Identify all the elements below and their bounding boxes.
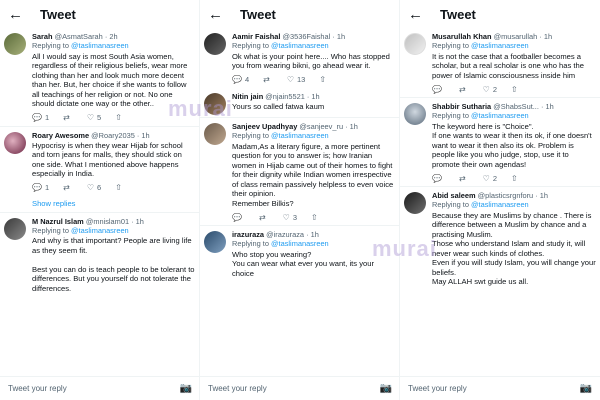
tweet-actions — [232, 210, 395, 224]
heart-icon: ♡ — [86, 183, 95, 192]
timestamp: · 1h — [535, 191, 548, 200]
avatar[interactable] — [4, 33, 26, 55]
share-icon: ⇧ — [511, 84, 518, 94]
author-handle[interactable]: @musarullah — [493, 32, 538, 41]
reply-button[interactable] — [232, 213, 245, 222]
avatar[interactable] — [4, 218, 26, 240]
replying-to: Replying to @taslimanasreen — [432, 200, 529, 209]
share-button[interactable] — [311, 213, 321, 222]
avatar[interactable] — [204, 93, 226, 115]
tweet-actions — [32, 111, 195, 125]
retweet-button[interactable] — [63, 113, 73, 122]
reply-input[interactable]: Tweet your reply — [208, 384, 267, 393]
retweet-button[interactable] — [259, 213, 269, 222]
avatar[interactable] — [404, 192, 426, 214]
author-handle[interactable]: @AsmatSarah — [54, 32, 103, 41]
camera-icon[interactable]: 📷 — [579, 383, 592, 394]
reply-tweet[interactable] — [400, 28, 600, 98]
reply-to-handle[interactable]: @taslimanasreen — [271, 131, 329, 140]
back-arrow-icon[interactable]: ← — [8, 5, 23, 23]
reply-tweet[interactable] — [0, 213, 199, 294]
watermark: murai — [168, 96, 233, 121]
reply-to-handle[interactable]: @taslimanasreen — [71, 41, 129, 50]
reply-button[interactable] — [432, 85, 445, 94]
share-icon: ⇧ — [115, 183, 122, 192]
reply-icon: 💬 — [232, 75, 242, 84]
like-button[interactable]: ♡ 5 — [86, 113, 102, 122]
timestamp: · 1h — [136, 130, 150, 140]
retweet-icon: ⇄ — [458, 84, 466, 94]
reply-to-handle[interactable]: @taslimanasreen — [271, 239, 329, 248]
share-button[interactable] — [115, 183, 125, 192]
author-name[interactable]: irazuraza — [232, 230, 265, 239]
tweet-text: Who stop you wearing? You can wear what ever you want, its your choice — [232, 249, 374, 278]
reply-tweet[interactable] — [200, 28, 399, 88]
reply-button[interactable]: 💬 1 — [32, 183, 50, 192]
reply-composer[interactable] — [400, 376, 600, 400]
page-title: Tweet — [40, 6, 76, 22]
heart-icon: ♡ — [286, 75, 295, 84]
retweet-button[interactable] — [63, 183, 73, 192]
share-icon: ⇧ — [511, 173, 518, 183]
author-handle[interactable]: @plasticsrgnforu — [477, 191, 534, 200]
like-button[interactable]: ♡ 13 — [286, 75, 306, 84]
reply-icon: 💬 — [432, 173, 442, 183]
top-bar — [400, 0, 600, 28]
share-button[interactable] — [319, 75, 329, 84]
author-name[interactable]: M Nazrul Islam — [32, 216, 84, 226]
replying-to: Replying to @taslimanasreen — [32, 41, 129, 50]
tweet-panel — [0, 0, 200, 400]
replying-to: Replying to @taslimanasreen — [232, 131, 329, 140]
share-icon: ⇧ — [319, 75, 327, 84]
author-name[interactable]: Musarullah Khan — [432, 32, 492, 41]
reply-to-handle[interactable]: @taslimanasreen — [271, 41, 329, 50]
avatar[interactable] — [204, 123, 226, 145]
top-bar — [0, 0, 199, 28]
share-button[interactable] — [115, 113, 125, 122]
reply-to-handle[interactable]: @taslimanasreen — [471, 111, 529, 120]
reply-tweet[interactable] — [0, 28, 199, 127]
reply-tweet[interactable] — [400, 187, 600, 287]
like-button[interactable]: ♡ 2 — [482, 84, 498, 94]
retweet-button[interactable] — [263, 75, 273, 84]
tweet-panel — [200, 0, 400, 400]
timestamp: · 1h — [306, 230, 319, 239]
top-bar — [200, 0, 399, 28]
tweet-actions — [432, 82, 596, 96]
tweet-text: Hypocrisy is when they wear Hijab for school and torn jeans for malls, they should stick on one side. What I mentioned above happens especially in India. — [32, 140, 183, 178]
author-handle[interactable]: @mnislam01 — [85, 216, 130, 226]
timestamp: · 1h — [539, 32, 553, 41]
timestamp: · 1h — [131, 216, 144, 226]
reply-tweet[interactable] — [200, 88, 399, 119]
reply-icon: 💬 — [32, 113, 42, 122]
reply-button[interactable]: 💬 1 — [32, 113, 50, 122]
reply-composer[interactable] — [200, 376, 400, 400]
retweet-icon: ⇄ — [258, 212, 266, 222]
reply-to-handle[interactable]: @taslimanasreen — [471, 200, 529, 209]
timestamp: · 1h — [306, 91, 320, 101]
watermark: murai — [372, 236, 437, 261]
replying-to: Replying to @taslimanasreen — [432, 111, 529, 120]
back-arrow-icon[interactable]: ← — [208, 5, 223, 23]
timestamp: · 2h — [104, 32, 118, 41]
tweet-text: And why is that important? People are living life as they seem fit. Best you can do is teach people to be tolerant to differences. But you yourself do not tolerate the differences. — [32, 236, 195, 293]
retweet-button[interactable] — [459, 85, 469, 94]
tweet-actions — [232, 73, 395, 87]
author-name[interactable]: Nitin jain — [232, 91, 264, 101]
author-handle[interactable]: @irazuraza — [266, 230, 305, 239]
timestamp: · 1h — [345, 122, 358, 131]
replying-to: Replying to @taslimanasreen — [32, 225, 129, 235]
avatar[interactable] — [204, 33, 226, 55]
tweet-text: Madam,As a literary figure, a more pertinent question for you to answer is; how Iranian women in Hijab came out of their homes to fight for their dignity while Indian women irrespective of class remain passively helpless to even voice their opinion. Remember Bilkis? — [232, 141, 394, 208]
reply-tweet[interactable] — [400, 98, 600, 187]
avatar[interactable] — [4, 132, 26, 154]
replying-to: Replying to @taslimanasreen — [432, 41, 529, 50]
author-name[interactable]: Aamir Faishal — [232, 32, 281, 41]
author-handle[interactable]: @3536Faishal — [282, 32, 331, 41]
reply-button[interactable]: 💬 4 — [232, 75, 250, 84]
tweet-text: Yours so called fatwa kaum — [232, 101, 325, 111]
replying-to: Replying to @taslimanasreen — [232, 41, 329, 50]
reply-icon: 💬 — [232, 212, 242, 222]
heart-icon: ♡ — [282, 212, 290, 222]
page-title: Tweet — [440, 6, 476, 22]
retweet-icon: ⇄ — [458, 173, 466, 183]
share-icon: ⇧ — [115, 113, 122, 122]
author-handle[interactable]: @njain5521 — [265, 91, 305, 101]
avatar[interactable] — [404, 103, 426, 125]
author-handle[interactable]: @sanjeev_ru — [299, 122, 344, 131]
tweet-text: Ok what is your point here.... Who has stopped you from wearing bikni, go ahead wear it. — [232, 51, 390, 70]
reply-input[interactable]: Tweet your reply — [8, 384, 67, 393]
reply-icon: 💬 — [432, 84, 442, 94]
retweet-icon: ⇄ — [63, 183, 70, 192]
reply-to-handle[interactable]: @taslimanasreen — [71, 225, 129, 235]
timestamp: · 1h — [540, 102, 554, 111]
tweet-panel — [400, 0, 600, 400]
retweet-button[interactable] — [459, 174, 469, 183]
share-button[interactable] — [511, 85, 521, 94]
avatar[interactable] — [404, 33, 426, 55]
reply-tweet[interactable] — [200, 226, 399, 278]
author-handle[interactable]: @Roary2035 — [91, 130, 135, 140]
like-button[interactable]: ♡ 2 — [482, 173, 498, 183]
camera-icon[interactable]: 📷 — [179, 383, 192, 394]
page-title: Tweet — [240, 6, 276, 22]
retweet-icon: ⇄ — [263, 75, 270, 84]
reply-tweet[interactable] — [200, 118, 399, 226]
tweet-actions — [432, 171, 596, 185]
author-handle[interactable]: @ShabsSut... — [493, 102, 539, 111]
timestamp: · 1h — [332, 32, 346, 41]
avatar[interactable] — [204, 231, 226, 253]
tweet-text: Because they are Muslims by chance . There is difference between a Muslim by chance and a practising Muslim. Those who understand Islam and study it, will never wear such kinds of clothes. Even if you will study Islam, you will change your beliefs. May ALLAH swt guide us all. — [432, 210, 596, 286]
author-name[interactable]: Sanjeev Upadhyay — [232, 122, 298, 131]
camera-icon[interactable]: 📷 — [379, 383, 392, 394]
reply-icon: 💬 — [32, 183, 42, 192]
show-replies-link[interactable]: Show replies — [0, 196, 199, 213]
tweet-text: It is not the case that a footballer becomes a scholar, but a real scholar is one who has the power of Islamic consciousness inside him — [432, 51, 584, 80]
tweet-text: The keyword here is "Choice". If one wants to wear it then its ok, if one doesn't want to wear it then also its ok. Problem is people like you who judge, stop, use it to promote their own agendas! — [432, 121, 592, 169]
author-name[interactable]: Sarah — [32, 32, 53, 41]
tweet-actions — [32, 181, 195, 195]
author-name[interactable]: Shabbir Sutharia — [432, 102, 492, 111]
reply-tweet[interactable] — [0, 127, 199, 196]
heart-icon: ♡ — [482, 84, 490, 94]
author-name[interactable]: Abid saleem — [432, 191, 476, 200]
reply-composer[interactable] — [0, 376, 200, 400]
replying-to: Replying to @taslimanasreen — [232, 239, 329, 248]
heart-icon: ♡ — [86, 113, 95, 122]
reply-input[interactable]: Tweet your reply — [408, 384, 467, 393]
retweet-icon: ⇄ — [63, 113, 70, 122]
back-arrow-icon[interactable]: ← — [408, 5, 423, 23]
tweet-text: All I would say is most South Asia women, regardless of their religious beliefs, wear more clothing than her and look much more decent than her. But, her choice if she wants to follow all teachings of her religion or not. No one should dictate one way or the other.. — [32, 51, 188, 108]
reply-button[interactable] — [432, 174, 445, 183]
author-name[interactable]: Roary Awesome — [32, 130, 90, 140]
reply-to-handle[interactable]: @taslimanasreen — [471, 41, 529, 50]
like-button[interactable]: ♡ 3 — [282, 212, 298, 222]
share-icon: ⇧ — [311, 212, 318, 222]
heart-icon: ♡ — [482, 173, 490, 183]
share-button[interactable] — [511, 174, 521, 183]
like-button[interactable]: ♡ 6 — [86, 183, 102, 192]
